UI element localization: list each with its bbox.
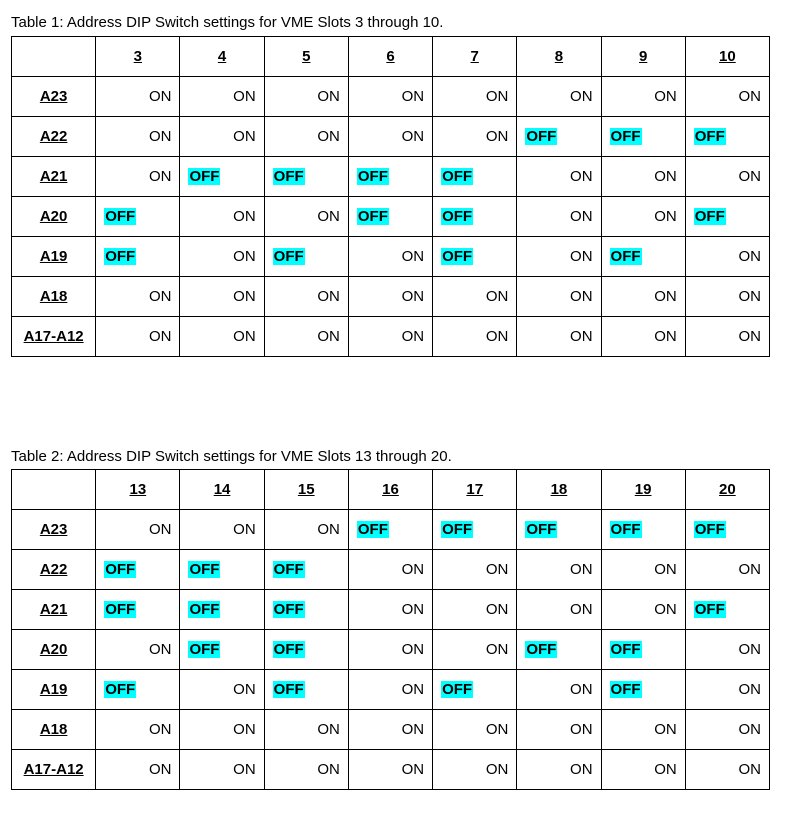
off-value: OFF xyxy=(442,208,473,225)
switch-on-cell: ON xyxy=(433,710,517,750)
off-value: OFF xyxy=(442,521,473,538)
switch-on-cell: ON xyxy=(433,317,517,357)
table-row xyxy=(12,750,770,790)
off-value: OFF xyxy=(694,521,725,538)
address-line-label: A23 xyxy=(12,77,96,117)
switch-off-cell xyxy=(433,670,517,710)
slot-header: 15 xyxy=(264,470,348,510)
slot-header: 7 xyxy=(433,37,517,77)
switch-on-cell: ON xyxy=(348,317,432,357)
switch-on-cell: ON xyxy=(180,317,264,357)
switch-on-cell: ON xyxy=(264,710,348,750)
switch-off-cell xyxy=(601,237,685,277)
address-line-label: A20 xyxy=(12,197,96,237)
switch-on-cell: ON xyxy=(601,710,685,750)
switch-on-cell: ON xyxy=(264,117,348,157)
switch-off-cell xyxy=(96,237,180,277)
slot-header: 8 xyxy=(517,37,601,77)
switch-on-cell: ON xyxy=(96,277,180,317)
slot-header: 17 xyxy=(433,470,517,510)
off-value: OFF xyxy=(357,168,388,185)
address-line-label: A17-A12 xyxy=(12,750,96,790)
switch-on-cell: ON xyxy=(517,750,601,790)
switch-on-cell: ON xyxy=(96,710,180,750)
off-value: OFF xyxy=(273,681,304,698)
switch-on-cell: ON xyxy=(433,77,517,117)
switch-on-cell: ON xyxy=(685,157,769,197)
switch-on-cell: ON xyxy=(601,550,685,590)
switch-on-cell: ON xyxy=(685,630,769,670)
switch-on-cell: ON xyxy=(180,510,264,550)
switch-on-cell: ON xyxy=(685,237,769,277)
switch-off-cell xyxy=(264,590,348,630)
switch-on-cell: ON xyxy=(685,670,769,710)
slot-header: 13 xyxy=(96,470,180,510)
switch-off-cell xyxy=(264,550,348,590)
table-row xyxy=(12,590,770,630)
switch-off-cell xyxy=(601,510,685,550)
switch-on-cell: ON xyxy=(433,590,517,630)
table-row xyxy=(12,237,770,277)
table-row xyxy=(12,157,770,197)
table-row xyxy=(12,317,770,357)
switch-on-cell: ON xyxy=(96,317,180,357)
off-value: OFF xyxy=(273,168,304,185)
switch-off-cell xyxy=(601,117,685,157)
address-line-label: A19 xyxy=(12,670,96,710)
switch-on-cell: ON xyxy=(685,550,769,590)
switch-off-cell xyxy=(685,510,769,550)
slot-header: 18 xyxy=(517,470,601,510)
switch-on-cell: ON xyxy=(348,237,432,277)
table-row xyxy=(12,197,770,237)
slot-header: 16 xyxy=(348,470,432,510)
address-line-label: A20 xyxy=(12,630,96,670)
switch-on-cell: ON xyxy=(264,750,348,790)
address-line-label: A19 xyxy=(12,237,96,277)
dip-switch-table-2 xyxy=(11,469,770,790)
off-value: OFF xyxy=(526,128,557,145)
table-row xyxy=(12,670,770,710)
switch-on-cell: ON xyxy=(517,317,601,357)
switch-on-cell: ON xyxy=(601,277,685,317)
switch-on-cell: ON xyxy=(433,550,517,590)
switch-on-cell: ON xyxy=(601,750,685,790)
corner-cell xyxy=(12,470,96,510)
switch-on-cell: ON xyxy=(96,77,180,117)
slot-header: 20 xyxy=(685,470,769,510)
table-row xyxy=(12,630,770,670)
table-row xyxy=(12,277,770,317)
slot-header: 14 xyxy=(180,470,264,510)
switch-on-cell: ON xyxy=(685,277,769,317)
switch-on-cell: ON xyxy=(180,237,264,277)
off-value: OFF xyxy=(189,168,220,185)
switch-on-cell: ON xyxy=(180,670,264,710)
switch-on-cell: ON xyxy=(517,197,601,237)
switch-off-cell xyxy=(180,157,264,197)
switch-off-cell xyxy=(96,670,180,710)
switch-on-cell: ON xyxy=(517,237,601,277)
switch-off-cell xyxy=(264,670,348,710)
off-value: OFF xyxy=(442,681,473,698)
table-row xyxy=(12,77,770,117)
switch-on-cell: ON xyxy=(685,317,769,357)
address-line-label: A18 xyxy=(12,710,96,750)
switch-on-cell: ON xyxy=(433,750,517,790)
address-line-label: A17-A12 xyxy=(12,317,96,357)
table-row xyxy=(12,510,770,550)
off-value: OFF xyxy=(694,128,725,145)
switch-off-cell xyxy=(180,590,264,630)
switch-off-cell xyxy=(180,630,264,670)
switch-on-cell: ON xyxy=(348,670,432,710)
switch-on-cell: ON xyxy=(517,710,601,750)
switch-off-cell xyxy=(685,197,769,237)
switch-on-cell: ON xyxy=(685,710,769,750)
switch-off-cell xyxy=(348,510,432,550)
switch-off-cell xyxy=(601,630,685,670)
switch-on-cell: ON xyxy=(601,590,685,630)
slot-header: 6 xyxy=(348,37,432,77)
switch-on-cell: ON xyxy=(96,750,180,790)
switch-on-cell: ON xyxy=(96,510,180,550)
switch-off-cell xyxy=(685,117,769,157)
off-value: OFF xyxy=(357,521,388,538)
off-value: OFF xyxy=(694,208,725,225)
off-value: OFF xyxy=(694,601,725,618)
switch-off-cell xyxy=(348,197,432,237)
switch-on-cell: ON xyxy=(180,117,264,157)
switch-off-cell xyxy=(264,630,348,670)
table-row xyxy=(12,550,770,590)
switch-off-cell xyxy=(433,157,517,197)
switch-on-cell: ON xyxy=(601,157,685,197)
switch-on-cell: ON xyxy=(517,590,601,630)
switch-on-cell: ON xyxy=(348,550,432,590)
switch-off-cell xyxy=(96,197,180,237)
switch-off-cell xyxy=(433,197,517,237)
off-value: OFF xyxy=(273,641,304,658)
slot-header: 4 xyxy=(180,37,264,77)
off-value: OFF xyxy=(105,248,136,265)
switch-on-cell: ON xyxy=(517,77,601,117)
switch-on-cell: ON xyxy=(601,317,685,357)
address-line-label: A22 xyxy=(12,117,96,157)
switch-on-cell: ON xyxy=(601,197,685,237)
switch-off-cell xyxy=(601,670,685,710)
switch-on-cell: ON xyxy=(433,117,517,157)
switch-on-cell: ON xyxy=(348,590,432,630)
table-1-caption: Table 1: Address DIP Switch settings for VME Slots 3 through 10. xyxy=(11,14,444,31)
switch-off-cell xyxy=(264,237,348,277)
table-2-caption: Table 2: Address DIP Switch settings for VME Slots 13 through 20. xyxy=(11,448,452,465)
switch-on-cell: ON xyxy=(264,77,348,117)
off-value: OFF xyxy=(273,601,304,618)
switch-on-cell: ON xyxy=(264,317,348,357)
off-value: OFF xyxy=(189,641,220,658)
dip-switch-table-1 xyxy=(11,36,770,357)
switch-on-cell: ON xyxy=(180,710,264,750)
table-row xyxy=(12,117,770,157)
switch-on-cell: ON xyxy=(517,550,601,590)
switch-on-cell: ON xyxy=(433,277,517,317)
off-value: OFF xyxy=(273,248,304,265)
off-value: OFF xyxy=(526,521,557,538)
switch-off-cell xyxy=(96,590,180,630)
slot-header: 9 xyxy=(601,37,685,77)
switch-on-cell: ON xyxy=(264,510,348,550)
address-line-label: A18 xyxy=(12,277,96,317)
off-value: OFF xyxy=(610,248,641,265)
off-value: OFF xyxy=(610,681,641,698)
switch-on-cell: ON xyxy=(264,277,348,317)
switch-on-cell: ON xyxy=(96,117,180,157)
slot-header: 5 xyxy=(264,37,348,77)
switch-on-cell: ON xyxy=(180,750,264,790)
switch-on-cell: ON xyxy=(685,750,769,790)
switch-on-cell: ON xyxy=(601,77,685,117)
switch-on-cell: ON xyxy=(180,277,264,317)
switch-on-cell: ON xyxy=(685,77,769,117)
switch-off-cell xyxy=(433,237,517,277)
address-line-label: A22 xyxy=(12,550,96,590)
address-line-label: A21 xyxy=(12,157,96,197)
switch-on-cell: ON xyxy=(433,630,517,670)
off-value: OFF xyxy=(442,248,473,265)
switch-on-cell: ON xyxy=(517,157,601,197)
off-value: OFF xyxy=(105,208,136,225)
off-value: OFF xyxy=(105,681,136,698)
slot-header: 19 xyxy=(601,470,685,510)
switch-on-cell: ON xyxy=(348,630,432,670)
off-value: OFF xyxy=(610,641,641,658)
off-value: OFF xyxy=(610,128,641,145)
switch-on-cell: ON xyxy=(180,197,264,237)
header-row xyxy=(12,470,770,510)
off-value: OFF xyxy=(189,561,220,578)
off-value: OFF xyxy=(189,601,220,618)
address-line-label: A21 xyxy=(12,590,96,630)
off-value: OFF xyxy=(526,641,557,658)
switch-off-cell xyxy=(348,157,432,197)
switch-on-cell: ON xyxy=(517,670,601,710)
table-row xyxy=(12,710,770,750)
header-row xyxy=(12,37,770,77)
off-value: OFF xyxy=(610,521,641,538)
switch-off-cell xyxy=(517,630,601,670)
off-value: OFF xyxy=(442,168,473,185)
switch-on-cell: ON xyxy=(96,157,180,197)
switch-on-cell: ON xyxy=(348,710,432,750)
switch-on-cell: ON xyxy=(348,117,432,157)
switch-off-cell xyxy=(685,590,769,630)
slot-header: 3 xyxy=(96,37,180,77)
switch-on-cell: ON xyxy=(517,277,601,317)
address-line-label: A23 xyxy=(12,510,96,550)
switch-off-cell xyxy=(517,510,601,550)
corner-cell xyxy=(12,37,96,77)
off-value: OFF xyxy=(105,601,136,618)
switch-on-cell: ON xyxy=(348,277,432,317)
switch-off-cell xyxy=(517,117,601,157)
off-value: OFF xyxy=(273,561,304,578)
switch-off-cell xyxy=(96,550,180,590)
switch-on-cell: ON xyxy=(348,77,432,117)
switch-off-cell xyxy=(264,157,348,197)
switch-on-cell: ON xyxy=(264,197,348,237)
off-value: OFF xyxy=(105,561,136,578)
switch-on-cell: ON xyxy=(348,750,432,790)
switch-off-cell xyxy=(180,550,264,590)
off-value: OFF xyxy=(357,208,388,225)
slot-header: 10 xyxy=(685,37,769,77)
switch-off-cell xyxy=(433,510,517,550)
switch-on-cell: ON xyxy=(96,630,180,670)
switch-on-cell: ON xyxy=(180,77,264,117)
